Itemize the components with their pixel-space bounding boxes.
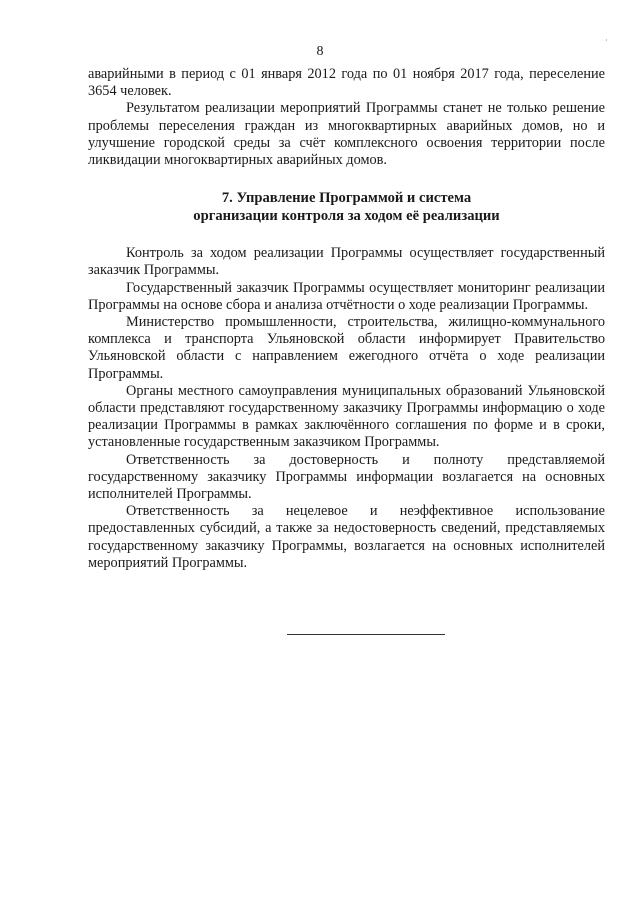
section-heading: [88, 190, 605, 225]
paragraph-continuation: аварийными в период с 01 января 2012 года по 01 ноября 2017 года, переселение 3654 человек.: [88, 66, 605, 100]
page-number: 8: [316, 44, 324, 59]
paragraph-ministry: Министерство промышленности, строительства, жилищно-коммунального комплекса и транспорта Ульяновской области информирует Правительство Ульяновской области с направлением ежегодного отчёта о ходе реализации Программы.: [88, 314, 605, 382]
paragraph-responsibility-info: Ответственность за достоверность и полноту представляемой государственному заказчику Программы информации возлагается на основных исполнителей Программы.: [88, 451, 605, 503]
paragraph-control: Контроль за ходом реализации Программы осуществляет государственный заказчик Программы.: [88, 245, 605, 279]
paragraph-local-authorities: Органы местного самоуправления муниципальных образований Ульяновской области представляют государственному заказчику Программы информацию о ходе реализации Программы в рамках заключённого соглашения по форме и в сроки, установленные государственным заказчиком Программы.: [88, 382, 605, 451]
section-heading-line-1: 7. Управление Программой и система: [221, 190, 472, 207]
paragraph-result: Результатом реализации мероприятий Программы станет не только решение проблемы переселения граждан из многоквартирных аварийных домов, но и улучшение городской среды за счёт комплексного освоения территории после ликвидации многоквартирных аварийных домов.: [88, 100, 605, 169]
paragraph-monitoring: Государственный заказчик Программы осуществляет мониторинг реализации Программы на основе сбора и анализа отчётности о ходе реализации Программы.: [88, 279, 605, 313]
paragraph-responsibility-subsidies: Ответственность за нецелевое и неэффективное использование предоставленных субсидий, а также за недостоверность сведений, представляемых государственному заказчику Программы, возлагается на основных исполнителей мероприятий Программы.: [88, 503, 605, 571]
closing-rule: [287, 634, 445, 635]
section-heading-line-2: организации контроля за ходом её реализации: [193, 207, 500, 224]
corner-mark: ·: [605, 36, 608, 45]
document-body: [88, 66, 605, 572]
